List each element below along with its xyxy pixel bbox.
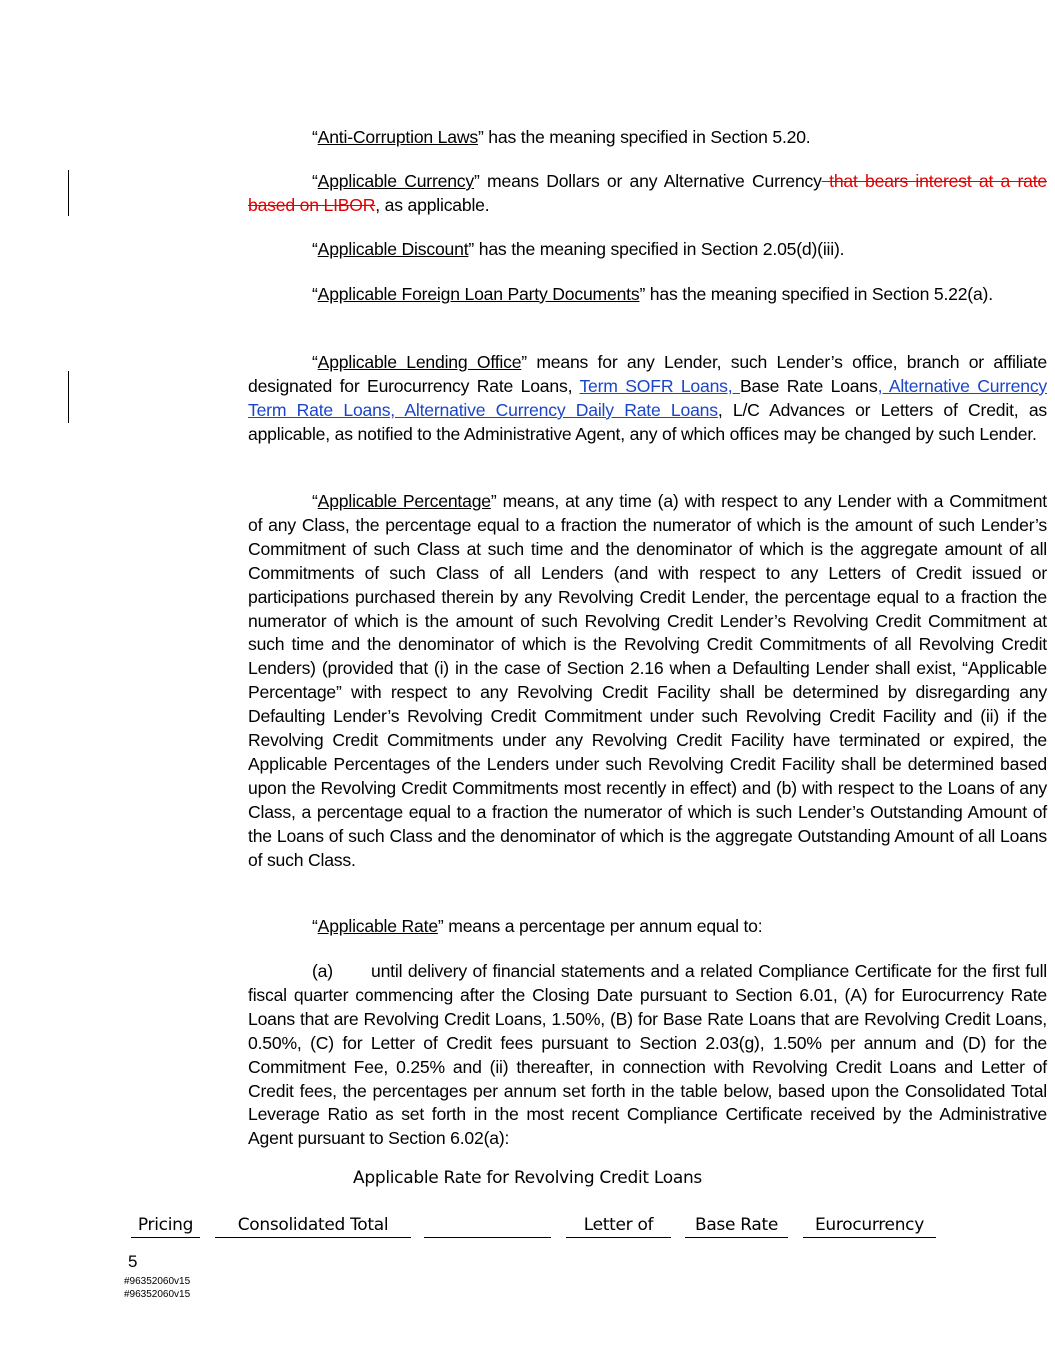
clause-a: (a) until delivery of financial statements and a related Compliance Certificate for the first full fiscal quarter commencing after the Closing Date pursuant to Section 6.01, (A) for Eurocurrency Rate Loans that are Revolving Credit Loans, 1.50%, (B) for Base Rate Loans that are Revolving Credit Loans, 0.50%, (C) for Letter of Credit fees pursuant to Section 2.03(g), 1.50% per annum and (D) for the Commitment Fee, 0.25% and (ii) thereafter, in connection with Revolving Credit Loans and Letter of Credit fees, the percentages per annum set forth in the table below, based upon the Consolidated Total Leverage Ratio as set forth in the most recent Compliance Certificate received by the Administrative Agent pursuant to Section 6.02(a): <box>248 961 1047 1149</box>
document-id: #96352060v15 <box>124 1289 191 1300</box>
defined-term: Applicable Currency <box>317 171 474 191</box>
clause-label: (a) <box>312 961 333 981</box>
definition-applicable-currency: “Applicable Currency” means Dollars or any Alternative Currency that bears interest at a rate based on LIBOR, as applicable. <box>248 171 1047 215</box>
defined-term: Applicable Discount <box>317 239 469 259</box>
definition-applicable-discount: “Applicable Discount” has the meaning specified in Section 2.05(d)(iii). <box>312 239 845 259</box>
table-header-consolidated-total: Consolidated Total <box>215 1213 411 1238</box>
definition-applicable-lending-office: “Applicable Lending Office” means for any Lender, such Lender’s office, branch or affiliate designated for Eurocurrency Rate Loans, Term SOFR Loans, Base Rate Loans, Alternative Currency Term Rate Loans, Alternative Currency Daily Rate Loans, L/C Advances or Letters of Credit, as applicable, as notified to the Administrative Agent, any of which offices may be changed by such Lender. <box>248 352 1048 444</box>
definition-applicable-percentage: “Applicable Percentage” means, at any time (a) with respect to any Lender with a Commitment of any Class, the percentage equal to a fraction the numerator of which is the amount of such Lender’s Commitment of such Class at such time and the denominator of which is the aggregate amount of all Commitments of such Class of all Lenders (and with respect to any Letters of Credit issued or participations purchased therein by any Revolving Credit Lender, the percentage equal to a fraction the numerator of which is the amount of such Revolving Credit Lender’s Revolving Credit Commitment at such time and the denominator of which is the Revolving Credit Commitments of all Revolving Credit Lenders) (provided that (i) in the case of Section 2.16 when a Defaulting Lender shall exist, “Applicable Percentage” with respect to any Revolving Credit Facility shall be determined by disregarding any Defaulting Lender’s Revolving Credit Commitment under such Revolving Credit Facility and (ii) if the Revolving Credit Commitments under any Revolving Credit Facility have terminated or expired, the Applicable Percentages of the Lenders under such Revolving Credit Facility shall be determined based upon the Revolving Credit Commitments most recently in effect) and (b) with respect to the Loans of any Class, a percentage equal to a fraction the numerator of which is such Lender’s Outstanding Amount of the Loans of such Class and the denominator of which is the aggregate Outstanding Amount of all Loans of such Class. <box>248 491 1047 870</box>
deleted-text: that bears interest at a rate based on LIBOR <box>248 171 1047 215</box>
table-caption: Applicable Rate for Revolving Credit Loans <box>353 1168 702 1188</box>
definition-anti-corruption-laws: “Anti-Corruption Laws” has the meaning specified in Section 5.20. <box>312 127 811 147</box>
table-header-base-rate: Base Rate <box>685 1213 788 1238</box>
change-bar <box>68 170 69 216</box>
table-header-letter-of: Letter of <box>566 1213 671 1238</box>
table-header-blank <box>424 1213 551 1238</box>
inserted-text: , Alternative Currency Term Rate Loans, Alternative Currency Daily Rate Loans <box>248 375 1048 420</box>
document-id: #96352060v15 <box>124 1276 191 1287</box>
defined-term: Applicable Rate <box>317 916 438 936</box>
page-number: 5 <box>128 1252 138 1271</box>
defined-term: Applicable Foreign Loan Party Documents <box>317 284 640 304</box>
defined-term: Applicable Lending Office <box>317 352 522 372</box>
table-header-pricing: Pricing <box>131 1213 200 1238</box>
change-bar <box>68 371 69 423</box>
inserted-text: Term SOFR Loans, <box>579 375 740 396</box>
defined-term: Applicable Percentage <box>317 491 491 511</box>
definition-applicable-rate: “Applicable Rate” means a percentage per annum equal to: <box>312 916 763 936</box>
defined-term: Anti-Corruption Laws <box>317 127 478 147</box>
definition-applicable-foreign-loan-party-documents: “Applicable Foreign Loan Party Documents” has the meaning specified in Section 5.22(a). <box>312 284 993 304</box>
table-header-eurocurrency: Eurocurrency <box>803 1213 936 1238</box>
